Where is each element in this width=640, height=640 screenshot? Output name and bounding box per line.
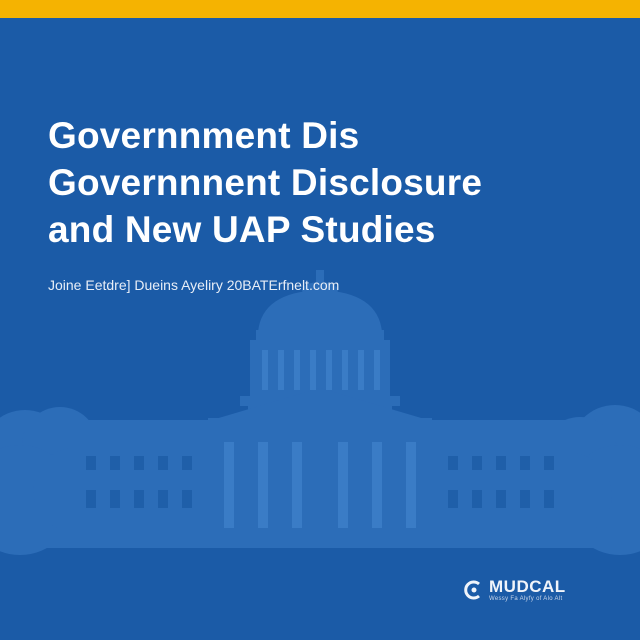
headline-line-2: Governnnent Disclosure <box>48 162 483 203</box>
subline-text: Joine Eetdre] Dueins Ayeliry 20BATErfnelt.com <box>48 277 340 293</box>
brand-name: MUDCAL <box>489 577 566 596</box>
brand-logo-mark-icon <box>463 579 485 601</box>
headline <box>48 112 628 253</box>
accent-bar <box>0 0 640 18</box>
headline-line-1: Governnment Dis <box>48 115 360 156</box>
brand-logo <box>463 578 566 602</box>
headline-line-3: and New UAP Studies <box>48 209 436 250</box>
brand-tagline: Wessy Fa Alyfy of Alo Alt <box>489 596 563 602</box>
